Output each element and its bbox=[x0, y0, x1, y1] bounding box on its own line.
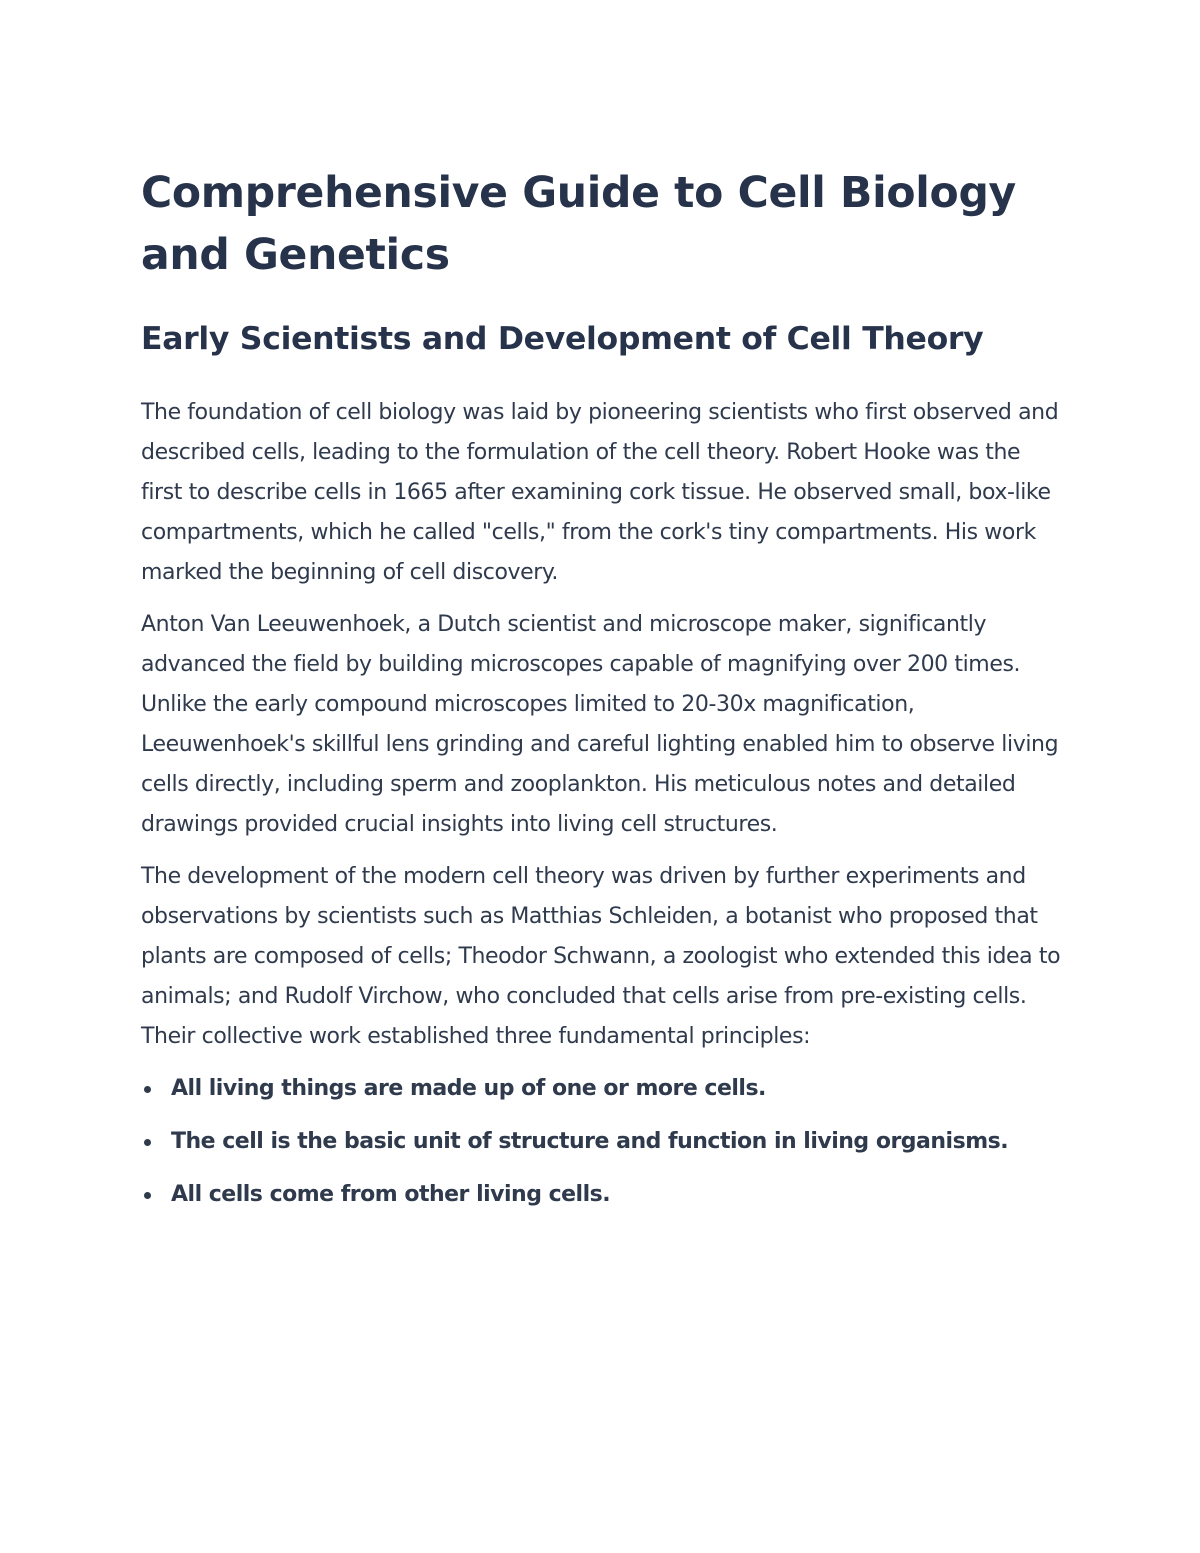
bullet-icon bbox=[144, 1086, 151, 1093]
paragraph-hooke: The foundation of cell biology was laid by pioneering scientists who first observed and described cells, leading to the formulation of the cell theory. Robert Hooke was the first to describe cells in 1665 after examining cork tissue. He observed small, box-like compartments, which he called "cells," from the cork's tiny compartments. His work marked the beginning of cell discovery. bbox=[141, 400, 1059, 585]
document-title: Comprehensive Guide to Cell Biology and Genetics bbox=[141, 169, 1016, 280]
document-page bbox=[141, 163, 1066, 1228]
principle-text: All cells come from other living cells. bbox=[171, 1182, 611, 1207]
paragraph-cell-theory: The development of the modern cell theory was driven by further experiments and observations by scientists such as Matthias Schleiden, a botanist who proposed that plants are composed of cells; Theodor Schwann, a zoologist who extended this idea to animals; and Rudolf Virchow, who concluded that cells arise from pre-existing cells. Their collective work established three fundamental principles: bbox=[141, 864, 1061, 1049]
list-item bbox=[141, 1175, 1066, 1215]
principle-text: All living things are made up of one or more cells. bbox=[171, 1076, 766, 1101]
principles-list bbox=[141, 1069, 1066, 1215]
paragraph-leeuwenhoek: Anton Van Leeuwenhoek, a Dutch scientist and microscope maker, significantly advanced the field by building microscopes capable of magnifying over 200 times. Unlike the early compound microscopes limited to 20-30x magnification, Leeuwenhoek's skillful lens grinding and careful lighting enabled him to observe living cells directly, including sperm and zooplankton. His meticulous notes and detailed drawings provided crucial insights into living cell structures. bbox=[141, 612, 1059, 837]
list-item bbox=[141, 1122, 1066, 1162]
list-item bbox=[141, 1069, 1066, 1109]
principle-text: The cell is the basic unit of structure and function in living organisms. bbox=[171, 1129, 1009, 1154]
section-heading: Early Scientists and Development of Cell Theory bbox=[141, 321, 984, 357]
bullet-icon bbox=[144, 1139, 151, 1146]
bullet-icon bbox=[144, 1192, 151, 1199]
